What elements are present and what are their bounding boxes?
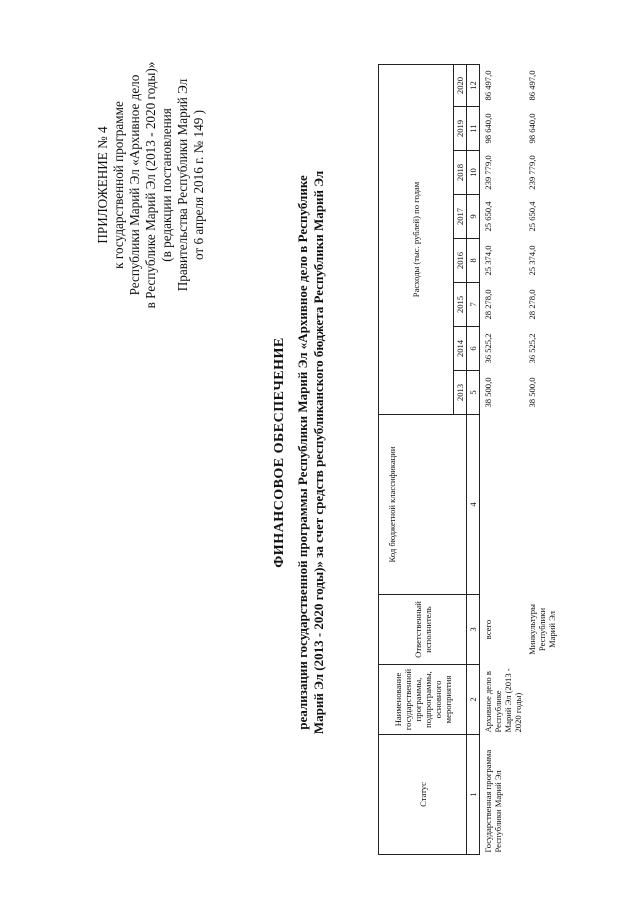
year-cell: 2015 xyxy=(454,283,467,327)
row-value: 38 500,0 xyxy=(483,377,493,408)
table-row xyxy=(524,64,558,854)
subtitle-line: Марий Эл (2013 - 2020 годы)» за счет средств республиканского бюджета Республики Марий Эл xyxy=(311,170,326,735)
appendix-line: (в редакции постановления xyxy=(159,108,174,262)
table-row xyxy=(480,64,525,854)
appendix-line: от 6 апреля 2016 г. № 149 ) xyxy=(191,109,206,261)
row-value: 36 525,2 xyxy=(483,333,493,364)
row-value: 86 497,0 xyxy=(527,70,537,101)
year-cell: 2017 xyxy=(454,195,467,239)
header-status: Статус xyxy=(379,735,467,855)
row-code xyxy=(524,415,558,595)
header-budget-code: Код бюджетной классификации xyxy=(379,415,467,595)
header-row xyxy=(379,64,454,854)
row-value: 98 640,0 xyxy=(527,113,537,144)
column-number: 2 xyxy=(467,665,480,735)
column-number: 6 xyxy=(467,327,480,371)
row-status xyxy=(524,735,558,855)
row-value: 36 525,2 xyxy=(527,333,537,364)
appendix-block xyxy=(95,35,207,335)
row-value: 239 779,0 xyxy=(483,155,493,190)
row-executor: всего xyxy=(483,619,493,640)
header-name: Наименование государственной программы, подпрограммы, основного мероприятия xyxy=(379,665,467,735)
row-value: 38 500,0 xyxy=(527,377,537,408)
row-value: 25 650,4 xyxy=(527,201,537,232)
subtitle-line: реализации государственной программы Республики Марий Эл «Архивное дело в Республике xyxy=(295,175,310,730)
column-number: 10 xyxy=(467,151,480,195)
year-cell: 2013 xyxy=(454,371,467,415)
row-name: Архивное дело в Республике Марий Эл (2013 - 2020 годы) xyxy=(483,668,523,733)
row-value: 239 779,0 xyxy=(527,155,537,190)
appendix-line: ПРИЛОЖЕНИЕ № 4 xyxy=(95,126,110,244)
column-number: 1 xyxy=(467,735,480,855)
row-value: 98 640,0 xyxy=(483,113,493,144)
year-cell: 2018 xyxy=(454,151,467,195)
row-executor: Минкультуры Республики Марий Эл xyxy=(527,604,557,655)
finance-table xyxy=(378,64,558,855)
column-number-row xyxy=(467,64,480,854)
column-number: 8 xyxy=(467,239,480,283)
column-number: 5 xyxy=(467,371,480,415)
column-number: 12 xyxy=(467,64,480,106)
column-number: 7 xyxy=(467,283,480,327)
row-value: 25 374,0 xyxy=(483,245,493,276)
year-cell: 2020 xyxy=(454,64,467,106)
column-number: 4 xyxy=(467,415,480,595)
row-code xyxy=(480,415,525,595)
row-value: 28 278,0 xyxy=(483,289,493,320)
appendix-line: Правительства Республики Марий Эл xyxy=(175,78,190,292)
document-title: ФИНАНСОВОЕ ОБЕСПЕЧЕНИЕ xyxy=(272,337,287,568)
header-expenses: Расходы (тыс. рублей) по годам xyxy=(379,64,454,414)
year-cell: 2016 xyxy=(454,239,467,283)
year-cell: 2014 xyxy=(454,327,467,371)
row-value: 28 278,0 xyxy=(527,289,537,320)
row-status: Государственная программа Республики Марий Эл xyxy=(483,749,503,853)
row-value: 86 497,0 xyxy=(483,70,493,101)
year-cell: 2019 xyxy=(454,107,467,151)
row-value: 25 650,4 xyxy=(483,201,493,232)
header-executor: Ответственный исполнитель xyxy=(379,595,467,665)
document-subtitle xyxy=(295,0,327,905)
row-name xyxy=(524,665,558,735)
column-number: 3 xyxy=(467,595,480,665)
column-number: 11 xyxy=(467,107,480,151)
appendix-line: к государственной программе xyxy=(111,101,126,269)
appendix-line: Республики Марий Эл «Архивное дело xyxy=(127,74,142,296)
row-value: 25 374,0 xyxy=(527,245,537,276)
appendix-line: в Республике Марий Эл (2013 - 2020 годы)» xyxy=(143,61,158,309)
column-number: 9 xyxy=(467,195,480,239)
